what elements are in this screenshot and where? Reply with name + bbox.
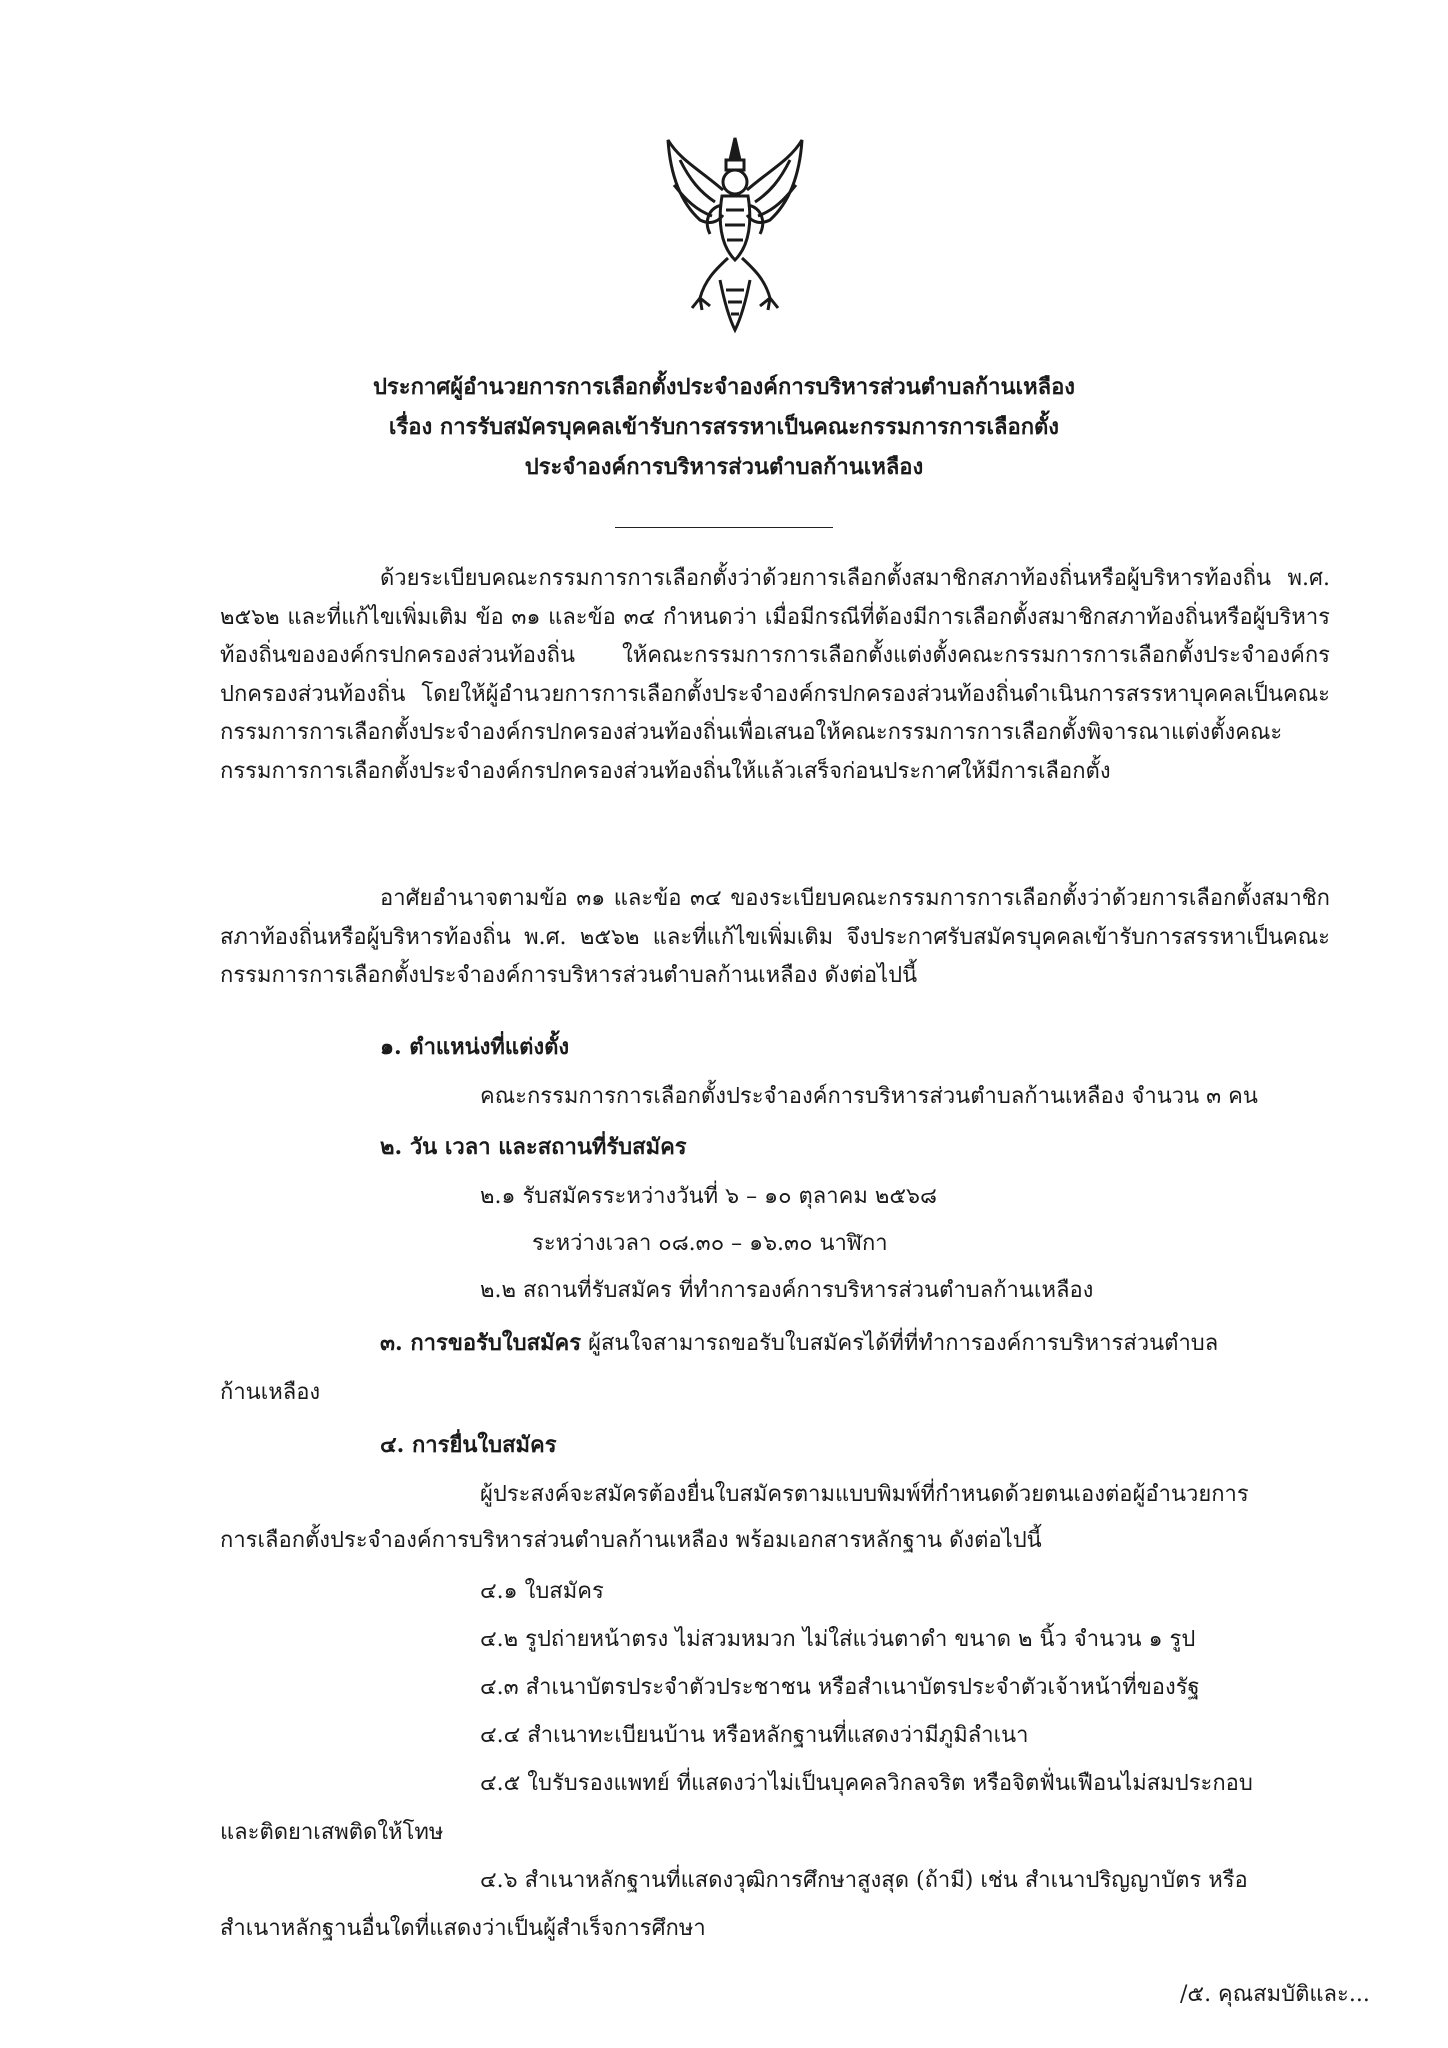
title-divider <box>615 527 833 528</box>
section-3-heading: ๓. การขอรับใบสมัคร <box>380 1330 582 1356</box>
section-2-2: ๒.๒ สถานที่รับสมัคร ที่ทำการองค์การบริหารส่วนตำบลก้านเหลือง <box>480 1278 1094 1303</box>
section-4-3: ๔.๓ สำเนาบัตรประจำตัวประชาชน หรือสำเนาบัตรประจำตัวเจ้าหน้าที่ของรัฐ <box>480 1675 1200 1700</box>
title-line-3: ประจำองค์การบริหารส่วนตำบลก้านเหลือง <box>524 454 924 480</box>
section-3-text: ผู้สนใจสามารถขอรับใบสมัครได้ที่ที่ทำการองค์การบริหารส่วนตำบล <box>588 1331 1219 1356</box>
title-line-2: เรื่อง การรับสมัครบุคคลเข้ารับการสรรหาเป็นคณะกรรมการการเลือกตั้ง <box>388 414 1060 440</box>
section-3-continued: ก้านเหลือง <box>220 1380 321 1405</box>
section-2-heading: ๒. วัน เวลา และสถานที่รับสมัคร <box>380 1134 687 1160</box>
paragraph-1-text: ด้วยระเบียบคณะกรรมการการเลือกตั้งว่าด้วยการเลือกตั้งสมาชิกสภาท้องถิ่นหรือผู้บริหารท้องถิ่น พ.ศ. ๒๕๖๒ และที่แก้ไขเพิ่มเติม ข้อ ๓๑ และข้อ ๓๔ กำหนดว่า เมื่อมีกรณีที่ต้องมีการเลือกตั้งสมาชิกสภาท้องถิ่นหรือผู้บริหารท้องถิ่นขององค์กรปกครองส่วนท้องถิ่น ให้คณะกรรมการการเลือกตั้งแต่งตั้งคณะกรรมการการเลือกตั้งประจำองค์กรปกครองส่วนท้องถิ่น โดยให้ผู้อำนวยการการเลือกตั้งประจำองค์กรปกครองส่วนท้องถิ่นดำเนินการสรรหาบุคคลเป็นคณะกรรมการการเลือกตั้งประจำองค์กรปกครองส่วนท้องถิ่นเพื่อเสนอให้คณะกรรมการการเลือกตั้งพิจารณาแต่งตั้งคณะกรรมการการเลือกตั้งประจำองค์กรปกครองส่วนท้องถิ่นให้แล้วเสร็จก่อนประกาศให้มีการเลือกตั้ง <box>220 566 1330 784</box>
section-3 <box>380 1328 1218 1359</box>
paragraph-2 <box>220 880 1330 996</box>
section-4-2: ๔.๒ รูปถ่ายหน้าตรง ไม่สวมหมวก ไม่ใส่แว่นตาดำ ขนาด ๒ นิ้ว จำนวน ๑ รูป <box>480 1627 1196 1652</box>
section-4-1: ๔.๑ ใบสมัคร <box>480 1579 604 1604</box>
page-continuation: /๕. คุณสมบัติและ... <box>1180 1982 1370 2007</box>
title-line-1: ประกาศผู้อำนวยการการเลือกตั้งประจำองค์การบริหารส่วนตำบลก้านเหลือง <box>372 374 1076 400</box>
section-4-intro-2: การเลือกตั้งประจำองค์การบริหารส่วนตำบลก้านเหลือง พร้อมเอกสารหลักฐาน ดังต่อไปนี้ <box>220 1528 1042 1553</box>
paragraph-2-text: อาศัยอำนาจตามข้อ ๓๑ และข้อ ๓๔ ของระเบียบคณะกรรมการการเลือกตั้งว่าด้วยการเลือกตั้งสมาชิกสภาท้องถิ่นหรือผู้บริหารท้องถิ่น พ.ศ. ๒๕๖๒ และที่แก้ไขเพิ่มเติม จึงประกาศรับสมัครบุคคลเข้ารับการสรรหาเป็นคณะกรรมการการเลือกตั้งประจำองค์การบริหารส่วนตำบลก้านเหลือง ดังต่อไปนี้ <box>220 886 1330 988</box>
section-4-5: ๔.๕ ใบรับรองแพทย์ ที่แสดงว่าไม่เป็นบุคคลวิกลจริต หรือจิตฟั่นเฟือนไม่สมประกอบ <box>480 1771 1253 1796</box>
paragraph-1 <box>220 560 1330 791</box>
section-4-4: ๔.๔ สำเนาทะเบียนบ้าน หรือหลักฐานที่แสดงว่ามีภูมิลำเนา <box>480 1723 1029 1748</box>
section-4-intro-1: ผู้ประสงค์จะสมัครต้องยื่นใบสมัครตามแบบพิมพ์ที่กำหนดด้วยตนเองต่อผู้อำนวยการ <box>480 1482 1249 1507</box>
section-1-heading: ๑. ตำแหน่งที่แต่งตั้ง <box>380 1034 570 1060</box>
section-4-heading: ๔. การยื่นใบสมัคร <box>380 1432 557 1458</box>
section-4-6-continued: สำเนาหลักฐานอื่นใดที่แสดงว่าเป็นผู้สำเร็จการศึกษา <box>220 1916 706 1941</box>
section-1-text: คณะกรรมการการเลือกตั้งประจำองค์การบริหารส่วนตำบลก้านเหลือง จำนวน ๓ คน <box>480 1084 1258 1109</box>
section-4-6: ๔.๖ สำเนาหลักฐานที่แสดงวุฒิการศึกษาสูงสุด (ถ้ามี) เช่น สำเนาปริญญาบัตร หรือ <box>480 1868 1248 1893</box>
garuda-emblem-icon <box>660 130 810 340</box>
section-4-5-continued: และติดยาเสพติดให้โทษ <box>220 1820 444 1845</box>
section-2-1-time: ระหว่างเวลา ๐๘.๓๐ – ๑๖.๓๐ นาฬิกา <box>532 1231 888 1256</box>
section-2-1: ๒.๑ รับสมัครระหว่างวันที่ ๖ – ๑๐ ตุลาคม ๒๕๖๘ <box>480 1184 937 1209</box>
